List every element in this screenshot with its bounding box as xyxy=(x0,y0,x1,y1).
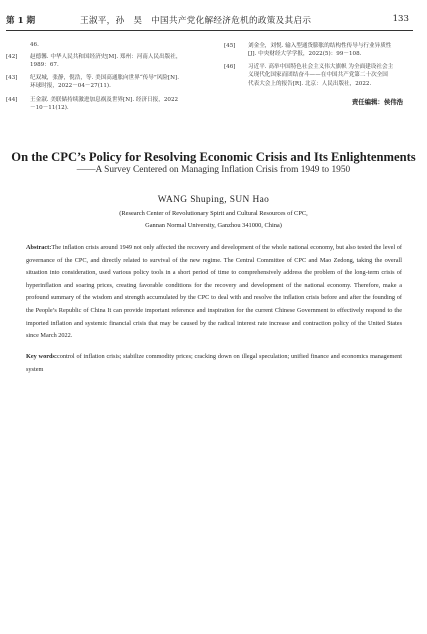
reference-text: 46. xyxy=(30,42,39,48)
affiliation-line-1: (Research Center of Revolutionary Spirit and Cultural Resources of CPC, xyxy=(119,210,308,217)
reference-number: [43] xyxy=(6,75,18,81)
page-header xyxy=(0,0,427,34)
reference-number: [44] xyxy=(6,97,18,103)
reference-item xyxy=(6,74,206,91)
reference-text: 赵德馨. 中华人民共和国经济史[M]. 郑州：河南人民出版社， 1989：67. xyxy=(30,54,182,69)
reference-number: [46] xyxy=(224,64,236,70)
reference-text: 王金淑. 美联储持续激进加息祸及世界[N]. 经济日报，2022 －10－11(12). xyxy=(30,97,179,112)
editor-note: 责任编辑：侯伟浩 xyxy=(351,98,403,106)
reference-item xyxy=(6,41,206,49)
header-rule xyxy=(6,30,413,31)
reference-number xyxy=(6,41,30,49)
authors: WANG Shuping, SUN Hao xyxy=(157,195,270,205)
reference-number: [42] xyxy=(6,54,18,60)
article-title: On the CPC’s Policy for Resolving Economic Crisis and Its Enlightenments xyxy=(11,150,416,164)
abstract xyxy=(26,242,402,343)
reference-text: 习近平. 高举中国特色社会主义伟大旗帜 为全面建设社会主 义现代化国家而团结奋斗——在中国共产党第二十次全国 代表大会上的报告[R]. 北京：人民出版社，2022. xyxy=(248,64,394,87)
keywords-label: Key words: xyxy=(26,353,57,360)
reference-item xyxy=(6,96,206,113)
abstract-label: Abstract: xyxy=(26,244,52,251)
running-title: 王淑平，孙 昊 中国共产党化解经济危机的政策及其启示 xyxy=(80,16,312,26)
reference-text: 纪双城，张静，倪浩，等. 美国高通胀向世界“传导”风险[N]. 环球时报，2022－04－27(11). xyxy=(30,75,179,90)
reference-text: 刘金全，刘悦. 输入型通货膨胀的结构性传导与行业异质性 [J]. 中央财经大学学报，2022(5)：99－108. xyxy=(248,43,392,58)
affiliation-line-2: Gannan Normal University, Ganzhou 341000, China) xyxy=(145,222,282,229)
reference-item xyxy=(224,63,420,88)
reference-number: [45] xyxy=(224,43,236,49)
keywords-text: control of inflation crisis; stabilize commodity prices; cracking down on illegal speculation; unified finance and economics management system xyxy=(26,353,402,373)
issue-label: 第 1 期 xyxy=(6,16,36,26)
article-subtitle: ——A Survey Centered on Managing Inflation Crisis from 1949 to 1950 xyxy=(76,165,351,175)
keywords xyxy=(26,351,402,376)
page-number: 133 xyxy=(392,14,409,24)
abstract-text: The inflation crisis around 1949 not only affected the recovery and development of the whole national economy, but also tested the level of governance of the CPC, and directly related to survival of the new regime. The Central Committee of CPC and Mao Zedong, taking the overall situation into consideration, used various policy tools in a short period of time to comprehensively address the problem of the long-term crisis of hyperinflation and soaring prices, creating favorable conditions for the recovery and development of the national economy. Therefore, make a profound summary of the wisdom and strength accumulated by the CPC to deal with and resolve the inflation crisis before and after the founding of the People’s Republic of China It can provide important reference and inspiration for the current Chinese Government to effectively respond to the imported inflation and systemic financial crisis that may be caused by the radical interest rate increase and contraction policy of the United States since March 2022. xyxy=(26,244,402,340)
reference-item xyxy=(6,53,206,70)
reference-item xyxy=(224,42,420,59)
